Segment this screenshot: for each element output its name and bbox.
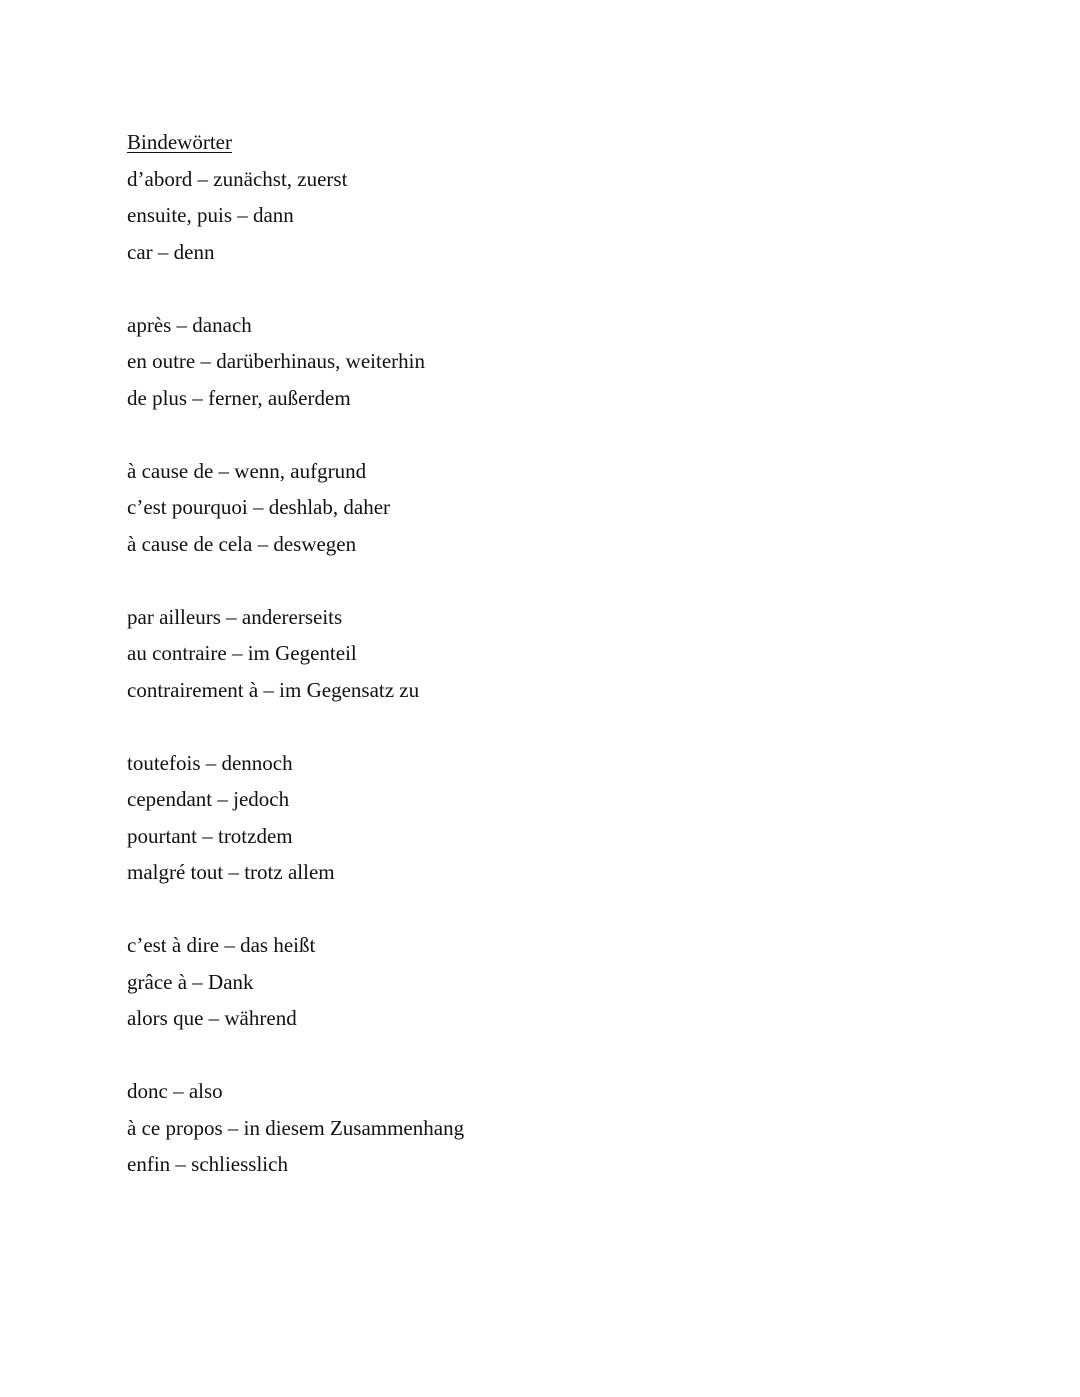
- vocab-entry: c’est à dire – das heißt: [127, 933, 316, 957]
- vocab-entry: en outre – darüberhinaus, weiterhin: [127, 349, 425, 373]
- vocabulary-list: [127, 124, 464, 1183]
- vocab-entry: car – denn: [127, 239, 215, 264]
- vocab-group-5: [127, 745, 464, 891]
- vocab-group-3: [127, 453, 464, 563]
- vocab-group-7: [127, 1073, 464, 1183]
- vocab-entry: cependant – jedoch: [127, 787, 290, 811]
- vocab-entry: à cause de cela – deswegen: [127, 531, 357, 556]
- vocab-group-2: [127, 307, 464, 417]
- vocab-entry: au contraire – im Gegenteil: [127, 641, 357, 665]
- vocab-entry: pourtant – trotzdem: [127, 823, 293, 848]
- vocab-entry: enfin – schliesslich: [127, 1152, 288, 1176]
- vocab-group-6: [127, 927, 464, 1037]
- vocab-entry: à cause de – wenn, aufgrund: [127, 458, 367, 483]
- page-heading: Bindewörter: [127, 130, 232, 154]
- vocab-entry: ensuite, puis – dann: [127, 203, 294, 227]
- vocab-group-4: [127, 599, 464, 709]
- vocab-entry: de plus – ferner, außerdem: [127, 385, 351, 410]
- vocab-entry: donc – also: [127, 1079, 223, 1103]
- vocab-entry: contrairement à – im Gegensatz zu: [127, 677, 420, 702]
- vocab-entry: c’est pourquoi – deshlab, daher: [127, 495, 391, 519]
- vocab-entry: par ailleurs – andererseits: [127, 604, 343, 629]
- vocab-entry: toutefois – dennoch: [127, 750, 293, 775]
- vocab-entry: d’abord – zunächst, zuerst: [127, 166, 348, 191]
- vocab-entry: après – danach: [127, 312, 252, 337]
- vocab-entry: à ce propos – in diesem Zusammenhang: [127, 1115, 465, 1140]
- vocab-group-1: [127, 161, 464, 271]
- vocab-entry: malgré tout – trotz allem: [127, 860, 335, 884]
- vocab-entry: grâce à – Dank: [127, 969, 254, 994]
- vocab-entry: alors que – während: [127, 1006, 297, 1030]
